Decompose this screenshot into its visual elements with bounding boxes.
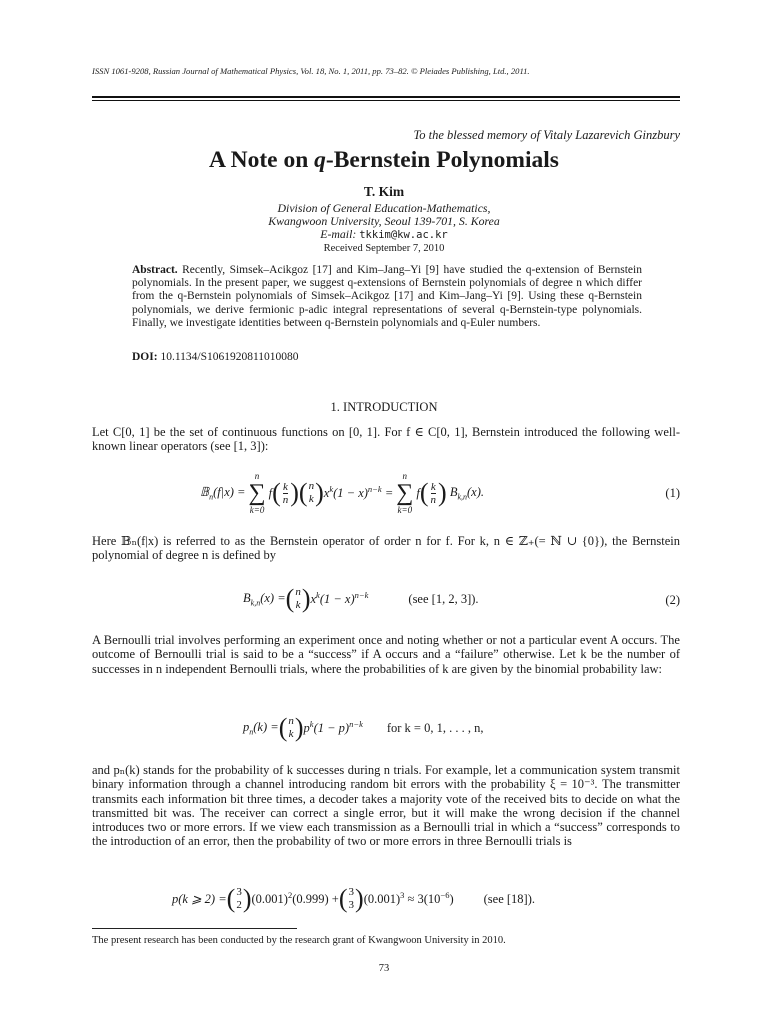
journal-citation: ISSN 1061-9208, Russian Journal of Mathematical Physics, Vol. 18, No. 1, 2011, pp. 73–82. © Pleiades Publishing, Ltd., 2011. <box>92 66 530 76</box>
abstract <box>132 264 642 330</box>
paragraph-bernoulli-trial: A Bernoulli trial involves performing an experiment once and noting whether or not a particular event A occurs. The outcome of Bernoulli trial is said to be a “success” if A occurs and a “failure” otherwise. Let k be the number of successes in n independent Bernoulli trials, where the probabilities of k are given by the binomial probability law: <box>92 633 680 676</box>
header-rule-top <box>92 96 680 98</box>
abstract-label: Abstract. <box>132 264 178 276</box>
affiliation-line-1: Division of General Education-Mathematics, <box>277 201 491 215</box>
page-number: 73 <box>378 963 390 974</box>
author-name: T. Kim <box>363 184 405 199</box>
received-date: Received September 7, 2010 <box>323 243 445 254</box>
email-label: E-mail: <box>320 227 360 241</box>
title-q: q <box>314 147 326 173</box>
equation-3: $p_n(k)$ = ( n k ) $p^k(1 - p)^{n-k}$ for k = 0, 1, . . . , n, <box>243 713 484 742</box>
dedication: To the blessed memory of Vitaly Lazarevich Ginzbury <box>413 128 680 142</box>
equation-2-ref: (see [1, 2, 3]). <box>408 591 479 606</box>
section-heading: 1. INTRODUCTION <box>330 400 438 414</box>
email-link[interactable]: tkkim@kw.ac.kr <box>359 229 448 241</box>
title-pre: A Note on <box>209 147 315 173</box>
doi-label: DOI: <box>132 351 158 363</box>
equation-2-number: (2) <box>665 593 680 607</box>
equation-3-condition: for k = 0, 1, . . . , n, <box>386 720 484 735</box>
footnote: The present research has been conducted by the research grant of Kwangwoon University in 2010. <box>92 935 506 946</box>
equation-1: 𝔹$_n$(f|x) = n ∑ k=0 f ( $\frac{k}{n}$ ) ( n k ) $x^k(1 - x)^{n-k}$ = n ∑ k=0 f ( $\frac{k}{n}$ ) $B_{k,n}(x)$. <box>200 471 485 515</box>
doi-value[interactable]: 10.1134/S1061920811010080 <box>157 351 299 363</box>
header-rule-bottom <box>92 100 680 101</box>
doi <box>132 351 299 363</box>
paper-title <box>0 147 768 174</box>
paragraph-bernstein-operator: Here 𝔹ₙ(f|x) is referred to as the Bernstein operator of order n for f. For k, n ∈ ℤ₊(= ℕ ∪ {0}), the Bernstein polynomial of degree n is defined by <box>92 534 680 563</box>
equation-1-number: (1) <box>665 486 680 500</box>
equation-2: $B_{k,n}(x)$ = ( n k ) $x^k(1 - x)^{n-k}$ (see [1, 2, 3]). <box>243 584 479 613</box>
footnote-rule <box>92 928 297 929</box>
equation-4-ref: (see [18]). <box>483 891 536 906</box>
paragraph-intro: Let C[0, 1] be the set of continuous functions on [0, 1]. For f ∈ C[0, 1], Bernstein introduced the following well-known linear operators (see [1, 3]): <box>92 425 680 454</box>
equation-4: p(k ⩾ 2) = ( 3 2 ) $(0.001)^2(0.999)$ + ( 3 3 ) $(0.001)^3 \approx 3(10^{-6})$ (see [18]). <box>172 884 536 913</box>
title-post: -Bernstein Polynomials <box>325 147 559 173</box>
affiliation-line-2: Kwangwoon University, Seoul 139-701, S. Korea <box>268 214 500 228</box>
affiliation-email <box>0 228 768 242</box>
abstract-text: Recently, Simsek–Acikgoz [17] and Kim–Jang–Yi [9] have studied the q-extension of Bernstein polynomials. In the present paper, we suggest q-extensions of Bernstein polynomials of degree n which differ from the q-Bernstein polynomials of Simsek–Acikgoz [17] and Kim–Jang–Yi [9]. Using these q-Bernstein polynomials, we derive fermionic p-adic integral representations of several q-Bernstein-type polynomials. Finally, we investigate identities between q-Bernstein polynomials and q-Euler numbers. <box>132 264 642 329</box>
paragraph-communication-example: and pₙ(k) stands for the probability of k successes during n trials. For example, let a communication system transmit binary information through a channel introducing random bit errors with the probability ξ = 10⁻³. The transmitter transmits each information bit three times, a decoder takes a majority vote of the received bits to decide on what the transmitted bit was. The receiver can correct a single error, but it will make the wrong decision if the channel introduces two or more errors. If we view each transmission as a Bernoulli trial in which a “success” corresponds to the introduction of an error, then the probability of two or more errors in three Bernoulli trials is <box>92 763 680 849</box>
